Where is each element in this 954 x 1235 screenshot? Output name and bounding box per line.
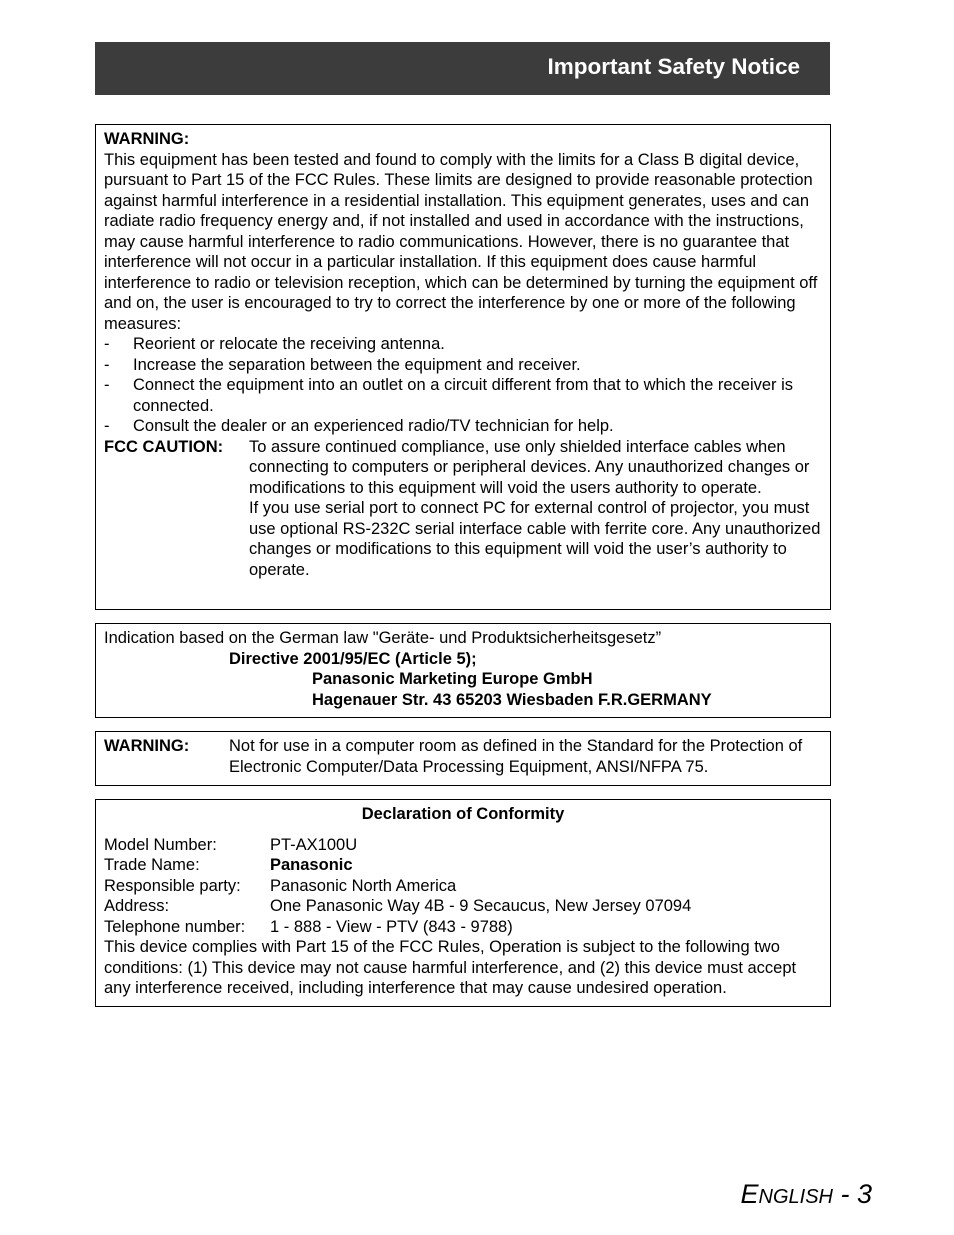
page-title: Important Safety Notice — [547, 54, 800, 79]
page-footer — [741, 1178, 873, 1213]
conformity-title: Declaration of Conformity — [361, 805, 565, 823]
model-label: Model Number: — [104, 835, 217, 854]
model-row — [104, 835, 822, 856]
party-row — [104, 876, 822, 897]
bullet-dash: - — [104, 355, 110, 374]
address-row — [104, 896, 822, 917]
spacer — [104, 825, 822, 835]
trade-row — [104, 855, 822, 876]
model-value: PT-AX100U — [270, 835, 358, 854]
german-law-box — [95, 623, 831, 718]
computer-room-warning-box — [95, 731, 831, 786]
list-item — [104, 375, 822, 416]
warning-text: Not for use in a computer room as defined in the Standard for the Protection of Electronic Computer/Data Processing Equipment, ANSI/NFPA 75. — [229, 737, 803, 776]
phone-label: Telephone number: — [104, 917, 246, 936]
language-rest: NGLISH — [758, 1186, 833, 1208]
measure-text: Connect the equipment into an outlet on a circuit different from that to which the receiver is connected. — [133, 376, 794, 415]
party-label: Responsible party: — [104, 876, 241, 895]
list-item — [104, 416, 822, 437]
fcc-warning-box — [95, 124, 831, 610]
fcc-caution-label: FCC CAUTION: — [104, 437, 224, 456]
page-number: - 3 — [832, 1179, 872, 1209]
conformity-box — [95, 799, 831, 1007]
trade-value: Panasonic — [270, 856, 353, 874]
fcc-caution-body — [249, 437, 822, 581]
address-value: One Panasonic Way 4B - 9 Secaucus, New Jersey 07094 — [270, 897, 692, 915]
header-bar — [95, 42, 830, 95]
bullet-dash: - — [104, 417, 110, 435]
address-label: Address: — [104, 897, 170, 915]
warning-row — [104, 736, 822, 777]
compliance-statement: This device complies with Part 15 of the FCC Rules, Operation is subject to the following two conditions: (1) This device may not cause harmful interference, and (2) this device must accept any interference received, including interference that may cause undesired operation. — [104, 938, 797, 997]
bullet-dash: - — [104, 376, 110, 394]
measure-text: Reorient or relocate the receiving antenna. — [133, 335, 445, 353]
fcc-caution — [104, 437, 822, 581]
company-name: Panasonic Marketing Europe GmbH — [312, 670, 593, 688]
phone-row — [104, 917, 822, 938]
phone-value: 1 - 888 - View - PTV (843 - 9788) — [270, 917, 513, 936]
trade-label: Trade Name: — [104, 856, 200, 874]
warning-text: This equipment has been tested and found to comply with the limits for a Class B digital device, pursuant to Part 15 of the FCC Rules. These limits are designed to provide reasonable protection against harmful interference in a residential installation. This equipment generates, uses and can radiate radio frequency energy and, if not installed and used in accordance with the instructions, may cause harmful interference to radio communications. However, there is no guarantee that interference will not occur in a particular installation. If this equipment does cause harmful interference to radio or television reception, which can be determined by turning the equipment off and on, the user is encouraged to try to correct the interference by one or more of the following measures: — [104, 150, 818, 333]
german-law-line: Indication based on the German law "Geräte- und Produktsicherheitsgesetz” — [104, 629, 662, 647]
fcc-caution-paragraph: If you use serial port to connect PC for external control of projector, you must use optional RS-232C serial interface cable with ferrite core. Any unauthorized changes or modifications to this equipment will void the user’s authority to operate. — [249, 499, 821, 579]
warning-heading: WARNING: — [104, 130, 190, 148]
list-item — [104, 334, 822, 355]
directive-line: Directive 2001/95/EC (Article 5); — [229, 649, 477, 668]
list-item — [104, 355, 822, 376]
measure-text: Consult the dealer or an experienced radio/TV technician for help. — [133, 417, 614, 435]
language-initial: E — [740, 1179, 759, 1209]
warning-label: WARNING: — [104, 737, 190, 755]
fcc-caution-paragraph: To assure continued compliance, use only shielded interface cables when connecting to computers or peripheral devices. Any unauthorized changes or modifications to this equipment will void the users authority to operate. — [249, 437, 810, 497]
measure-text: Increase the separation between the equipment and receiver. — [133, 355, 581, 374]
bullet-dash: - — [104, 335, 110, 353]
party-value: Panasonic North America — [270, 876, 457, 895]
company-address: Hagenauer Str. 43 65203 Wiesbaden F.R.GERMANY — [312, 690, 712, 709]
